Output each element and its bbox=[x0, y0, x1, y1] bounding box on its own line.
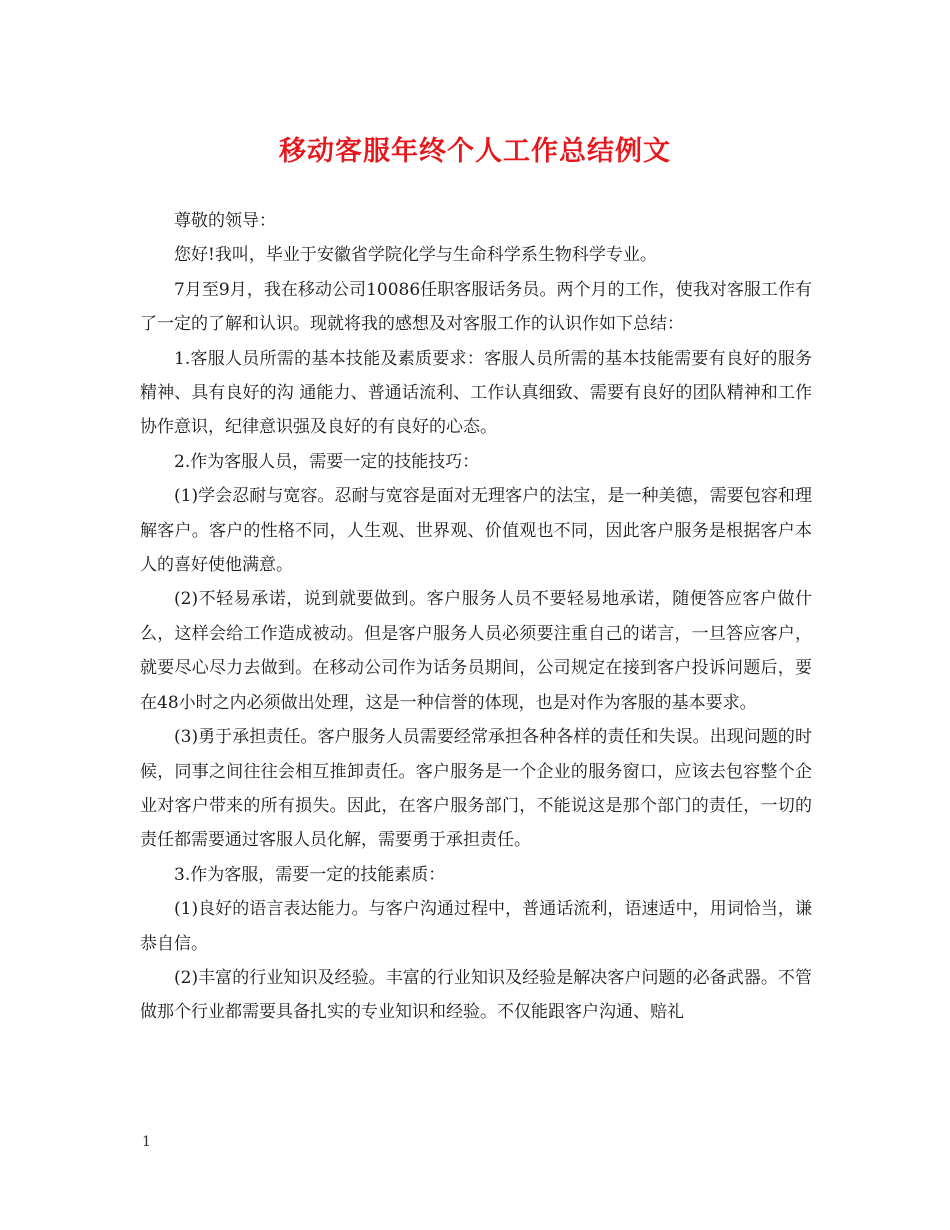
paragraph-section-1: 1.客服人员所需的基本技能及素质要求：客服人员所需的基本技能需要有良好的服务精神、具有良好的沟 通能力、普通话流利、工作认真细致、需要有良好的团队精神和工作协作意识，纪律意识强及良好的有良好的心态。 bbox=[140, 348, 812, 438]
paragraph-salutation: 尊敬的领导： bbox=[174, 211, 276, 231]
paragraph-section-2-item-2: (2)不轻易承诺，说到就要做到。客户服务人员不要轻易地承诺，随便答应客户做什么，这样会给工作造成被动。但是客户服务人员必须要注重自己的诺言，一旦答应客户，就要尽心尽力去做到。在移动公司作为话务员期间，公司规定在接到客户投诉问题后，要在48小时之内必须做出处理，这是一种信誉的体现，也是对作为客服的基本要求。 bbox=[140, 589, 812, 713]
paragraph-section-3-item-2: (2)丰富的行业知识及经验。丰富的行业知识及经验是解决客户问题的必备武器。不管做那个行业都需要具备扎实的专业知识和经验。不仅能跟客户沟通、赔礼 bbox=[140, 967, 812, 1023]
paragraph-section-2-heading: 2.作为客服人员，需要一定的技能技巧： bbox=[174, 451, 480, 472]
document-title: 移动客服年终个人工作总结例文 bbox=[279, 136, 671, 167]
paragraph-section-3-item-1: (1)良好的语言表达能力。与客户沟通过程中，普通话流利，语速适中，用词恰当，谦恭自信。 bbox=[140, 899, 812, 954]
document-body bbox=[140, 204, 812, 1030]
page-number: 1 bbox=[142, 1134, 151, 1150]
paragraph-section-2-item-1: (1)学会忍耐与宽容。忍耐与宽容是面对无理客户的法宝，是一种美德，需要包容和理解客户。客户的性格不同，人生观、世界观、价值观也不同，因此客户服务是根据客户本人的喜好使他满意。 bbox=[140, 486, 812, 576]
paragraph-section-3-heading: 3.作为客服，需要一定的技能素质： bbox=[174, 864, 446, 885]
paragraph-intro: 7月至9月，我在移动公司10086任职客服话务员。两个月的工作，使我对客服工作有了一定的了解和认识。现就将我的感想及对客服工作的认识作如下总结： bbox=[140, 279, 812, 335]
paragraph-section-2-item-3: (3)勇于承担责任。客户服务人员需要经常承担各种各样的责任和失误。出现问题的时候，同事之间往往会相互推卸责任。客户服务是一个企业的服务窗口，应该去包容整个企业对客户带来的所有损失。因此，在客户服务部门，不能说这是那个部门的责任，一切的责任都需要通过客服人员化解，需要勇于承担责任。 bbox=[140, 727, 812, 851]
paragraph-greeting: 您好!我叫，毕业于安徽省学院化学与生命科学系生物科学专业。 bbox=[174, 245, 657, 266]
